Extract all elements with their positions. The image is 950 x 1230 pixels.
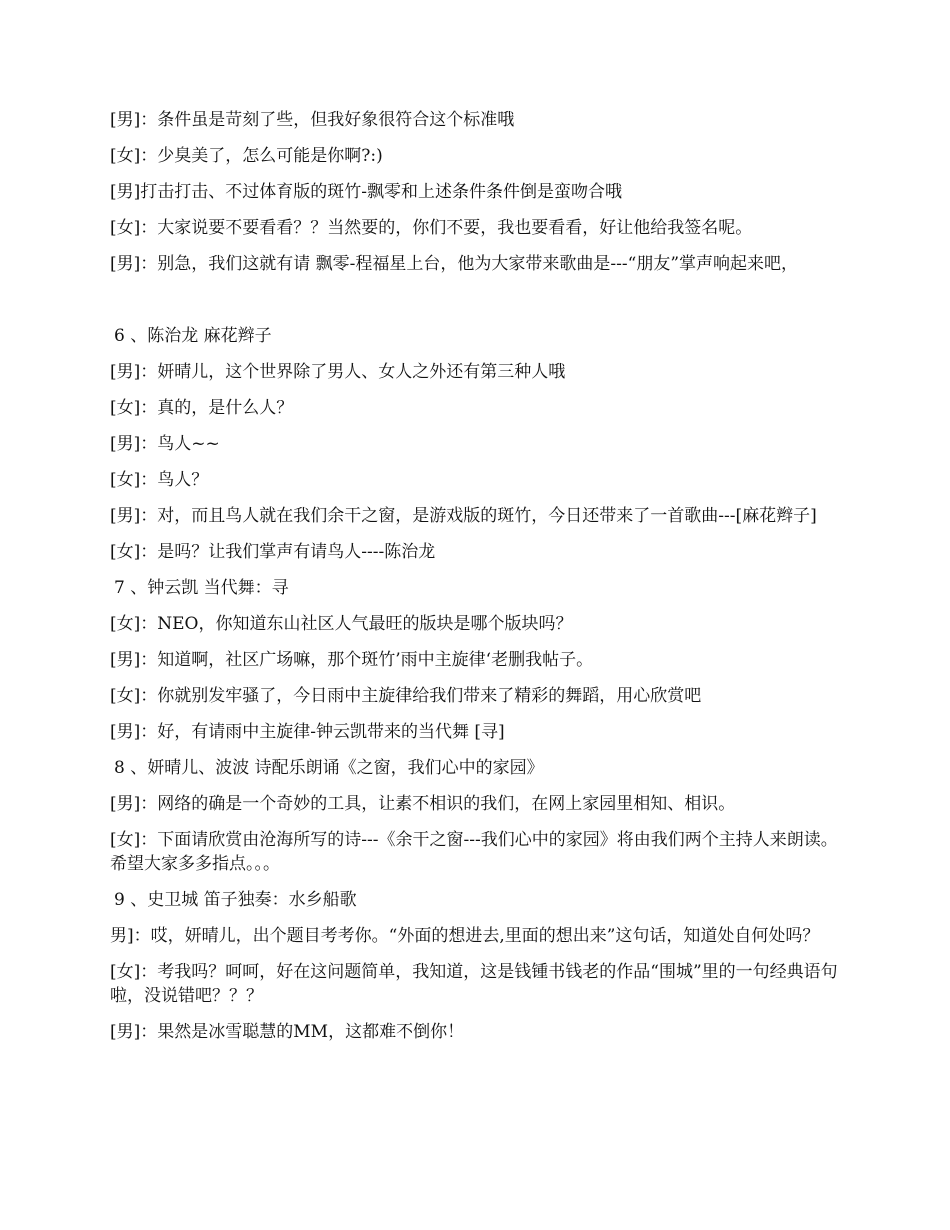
dialogue-line: [女]：下面请欣赏由沧海所写的诗---《余干之窗---我们心中的家园》将由我们两个主持人来朗读。希望大家多多指点。。。: [110, 830, 838, 874]
dialogue-line: [男]：妍晴儿，这个世界除了男人、女人之外还有第三种人哦: [110, 362, 566, 382]
dialogue-line: [女]：真的，是什么人？: [110, 398, 294, 418]
document-page: [110, 108, 840, 1056]
dialogue-line: [男]：鸟人~~: [110, 434, 220, 454]
section-heading-6: 6 、陈治龙 麻花辫子: [114, 326, 272, 346]
dialogue-line: [男]：对，而且鸟人就在我们余干之窗，是游戏版的斑竹，今日还带来了一首歌曲---[麻花辫子]: [110, 506, 817, 526]
dialogue-line: [男]：好，有请雨中主旋律-钟云凯带来的当代舞 [寻]: [110, 722, 505, 742]
dialogue-line: [女]：大家说要不要看看？？当然要的，你们不要，我也要看看，好让他给我签名呢。: [110, 218, 753, 238]
dialogue-line: [男]：条件虽是苛刻了些，但我好象很符合这个标准哦: [110, 110, 515, 130]
dialogue-line: [男]：别急，我们这就有请 飘零-程福星上台，他为大家带来歌曲是---“朋友”掌声响起来吧，: [110, 254, 799, 274]
section-heading-9: 9 、史卫城 笛子独奏：水乡船歌: [114, 890, 357, 910]
section-heading-7: 7 、钟云凯 当代舞：寻: [114, 578, 289, 598]
dialogue-line: [女]：鸟人？: [110, 470, 209, 490]
dialogue-line: [女]：NEO，你知道东山社区人气最旺的版块是哪个版块吗？: [110, 614, 573, 634]
dialogue-line: [女]：少臭美了，怎么可能是你啊?:): [110, 146, 383, 166]
dialogue-line: [女]：考我吗？呵呵，好在这问题简单，我知道，这是钱锺书钱老的作品“围城”里的一句经典语句啦，没说错吧？？？: [110, 962, 838, 1006]
dialogue-line: [男]：知道啊，社区广场嘛，那个斑竹’雨中主旋律‘老删我帖子。: [110, 650, 594, 670]
dialogue-line: [女]：是吗？让我们掌声有请鸟人----陈治龙: [110, 542, 436, 562]
dialogue-line: [男]：果然是冰雪聪慧的MM，这都难不倒你！: [110, 1022, 465, 1042]
blank-spacer: [110, 288, 840, 324]
dialogue-line: [男]打击打击、不过体育版的斑竹-飘零和上述条件条件倒是蛮吻合哦: [110, 182, 623, 202]
section-heading-8: 8 、妍晴儿、波波 诗配乐朗诵《之窗，我们心中的家园》: [114, 758, 544, 778]
dialogue-line: [女]：你就别发牢骚了，今日雨中主旋律给我们带来了精彩的舞蹈，用心欣赏吧: [110, 686, 702, 706]
dialogue-line: 男]：哎，妍晴儿，出个题目考考你。“外面的想进去,里面的想出来”这句话，知道处自何处吗？: [110, 926, 820, 946]
dialogue-line: [男]：网络的确是一个奇妙的工具，让素不相识的我们，在网上家园里相知、相识。: [110, 794, 736, 814]
